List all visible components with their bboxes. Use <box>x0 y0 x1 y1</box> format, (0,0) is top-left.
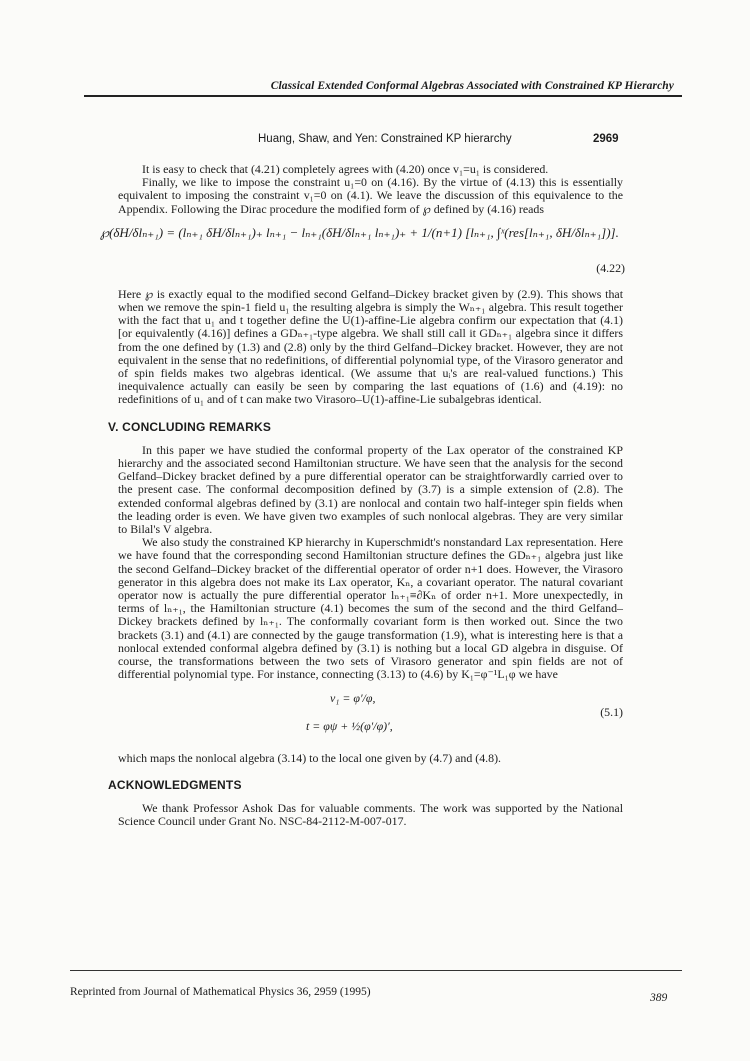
running-head: Classical Extended Conformal Algebras Associated with Constrained KP Hierarchy <box>270 80 674 92</box>
reprint-note: Reprinted from Journal of Mathematical Physics 36, 2959 (1995) <box>70 986 371 998</box>
paragraph-4: In this paper we have studied the conformal property of the Lax operator of the constrained KP hierarchy and the associated second Hamiltonian structure. We have seen that the analysis for the second Gelfand–Dickey bracket defined by a pure differential operator can be straightforwardly carried over to the present case. The conformal decomposition defined by (3.7) is a simple extension of (2.8). The extended conformal algebras defined by (3.1) are nonlocal and contain two half-integer spin fields when the leading order is even. We have given two examples of such nonlocal algebras. They are very similar to Bilal's V algebra. <box>118 442 623 537</box>
paragraph-7: We thank Professor Ashok Das for valuable comments. The work was supported by the National Science Council under Grant No. NSC-84-2112-M-007-017. <box>118 800 623 829</box>
equation-5-1-line-1: v₁ = φ′/φ, <box>330 690 376 705</box>
folio-number: 389 <box>650 992 668 1004</box>
top-rule <box>84 95 682 97</box>
equation-4-22-body: ℘(δH/δlₙ₊₁) = (lₙ₊₁ δH/δlₙ₊₁)₊ lₙ₊₁ − lₙ₊₁(δH/δlₙ₊₁ lₙ₊₁)₊ + 1/(n+1) [lₙ₊₁, ∫ˣ(res[lₙ₊₁, δH/δlₙ₊₁])]. <box>100 224 619 240</box>
bottom-rule <box>70 970 682 971</box>
section-heading-acknowledgments: ACKNOWLEDGMENTS <box>108 777 242 792</box>
equation-5-1 <box>118 690 623 746</box>
section-heading-concluding-remarks: V. CONCLUDING REMARKS <box>108 419 272 434</box>
equation-5-1-line-2: t = φψ + ½(φ′/φ)′, <box>306 718 393 733</box>
equation-4-22 <box>100 222 625 284</box>
body-text <box>100 162 625 829</box>
paragraph-1: It is easy to check that (4.21) completely agrees with (4.20) once v₁=u₁ is considered. <box>142 162 549 176</box>
paragraph-2: Finally, we like to impose the constraint u₁=0 on (4.16). By the virtue of (4.13) this is essentially equivalent to imposing the constraint v₁=0 on (4.1). We leave the discussion of this equivalence to the Appendix. Following the Dirac procedure the modified form of ℘ defined by (4.16) reads <box>118 175 623 216</box>
equation-4-22-number: (4.22) <box>596 260 625 275</box>
paragraph-6: which maps the nonlocal algebra (3.14) to the local one given by (4.7) and (4.8). <box>118 750 502 765</box>
paragraph-3: Here ℘ is exactly equal to the modified second Gelfand–Dickey bracket given by (2.9). This shows that when we remove the spin-1 field u₁ the resulting algebra is simply the Wₙ₊₁ algebra. This result together with the fact that u₁ and t together define the U(1)-affine-Lie algebra confirm our expectation that (4.1) [or equivalently (4.16)] defines a GDₙ₊₁-type algebra. We shall still call it GDₙ₊₁ algebra since it differs from the one defined by (1.3) and (2.8) only by the third Gelfand–Dickey bracket. However, they are not equivalent in the sense that no redefinitions, of differential polynomial type, of the Virasoro generator and of spin fields makes two algebras identical. (We assume that uᵢ's are real-valued functions.) This inequivalence actually can easily be seen by comparing the last equations of (1.6) and (4.19): no redefinitions of u₁ and of t can make two Virasoro–U(1)-affine-Lie subalgebras identical. <box>118 286 623 407</box>
paragraph-5: We also study the constrained KP hierarchy in Kuperschmidt's nonstandard Lax representation. Here we have found that the corresponding second Hamiltonian structure defines the GDₙ₊₁ algebra just like the second Gelfand–Dickey bracket of the differential operator of order n+1 does. However, the Virasoro generator in this algebra does not make its Lax operator, Kₙ, a covariant operator. The natural covariant operator now is actually the pure differential operator lₙ₊₁≡∂Kₙ of order n+1. More unexpectedly, in terms of lₙ₊₁, the Hamiltonian structure (4.1) becomes the sum of the second and the third Gelfand–Dickey brackets defined by lₙ₊₁. The conformally covariant form is then worked out. Since the two brackets (3.1) and (4.1) are connected by the gauge transformation (1.9), what is interesting here is that a nonlocal extended conformal algebra defined by (3.1) is nothing but a local GD algebra in disguise. Of course, the transformations between the two sets of Virasoro generator and spin fields are not of differential polynomial type. For instance, connecting (3.13) to (4.6) by K₁=φ⁻¹L₁φ we have <box>118 535 623 682</box>
page-number: 2969 <box>593 133 619 145</box>
equation-5-1-number: (5.1) <box>600 704 623 719</box>
header-title: Huang, Shaw, and Yen: Constrained KP hierarchy <box>258 133 512 145</box>
